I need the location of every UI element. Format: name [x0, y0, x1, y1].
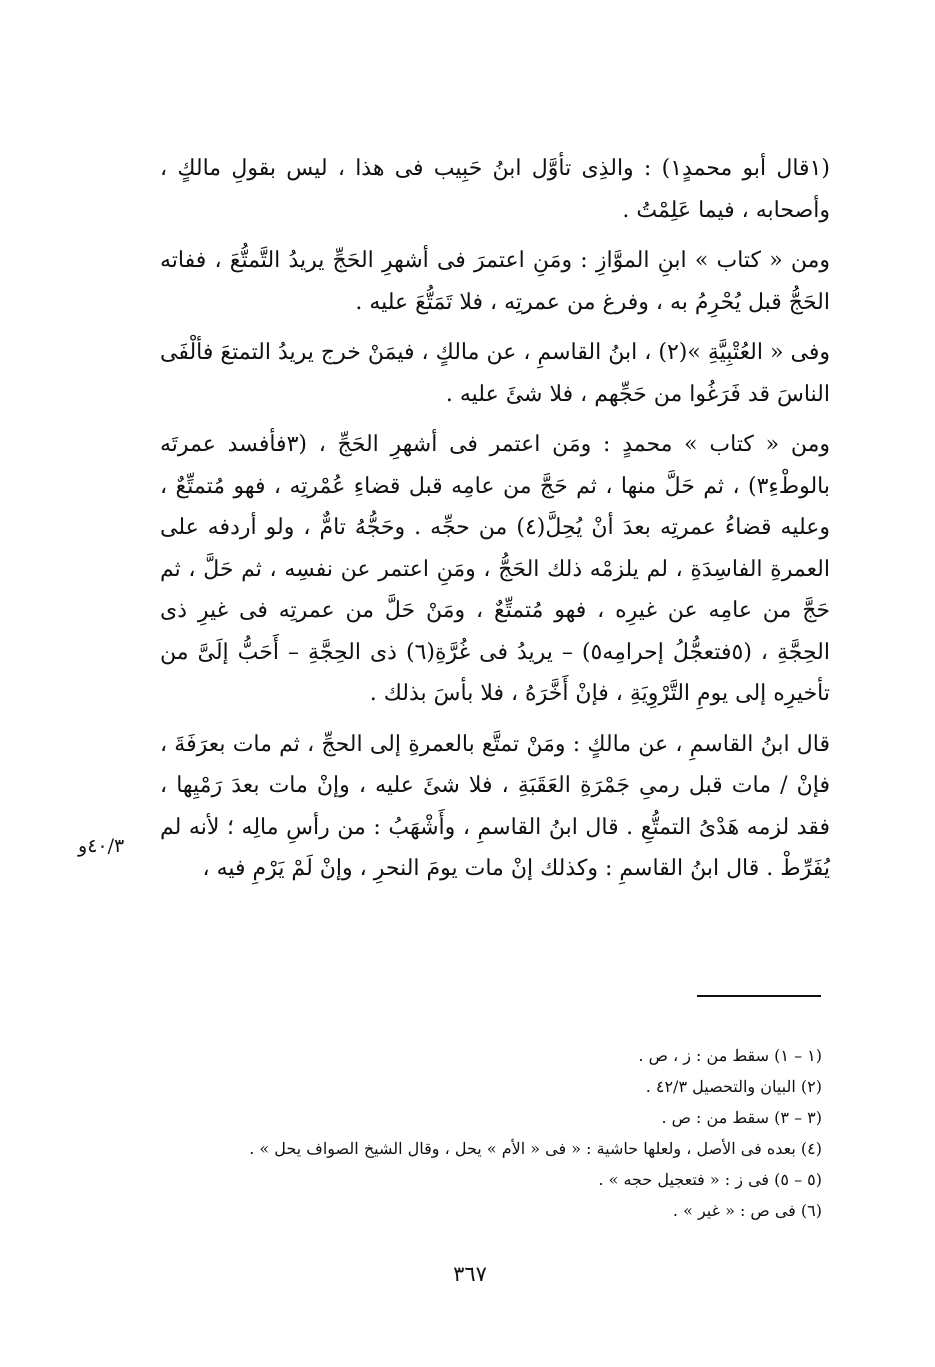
paragraph-2: ومن « كتاب » ابنِ الموَّازِ : ومَنِ اعتمرَ فى أشهرِ الحَجِّ يريدُ التَّمتُّعَ ، ففاته الحَجُّ قبل يُحْرِمُ به ، وفرغ من عمرتِه ، فلا تَمَتُّعَ عليه .: [160, 248, 830, 315]
paragraph-5: قال ابنُ القاسمِ ، عن مالكٍ : ومَنْ تمتَّع بالعمرةِ إلى الحجِّ ، ثم مات بعرَفَةَ ، فإنْ / مات قبل رمىِ جَمْرَةِ العَقَبَةِ ، فلا شئَ عليه ، وإنْ مات بعدَ رَمْيِها ، فقد لزمه هَدْىُ التمتُّعِ . قال ابنُ القاسمِ ، وأَشْهَبُ : من رأسِ مالِه ؛ لأنه لم يُفَرِّطْ . قال ابنُ القاسمِ : وكذلك إنْ مات يومَ النحرِ ، وإنْ لَمْ يَرْمِ فيه ،: [160, 731, 830, 881]
main-text-block: [160, 148, 830, 899]
footnote-3: (٣ – ٣) سقط من : ص .: [661, 1108, 822, 1127]
footnotes: [200, 1040, 822, 1226]
footnote-4: (٤) بعده فى الأصل ، ولعلها حاشية : « فى « الأم » يحل ، وقال الشيخ الصواف يحل » .: [249, 1139, 822, 1158]
paragraph-4: ومن « كتاب » محمدٍ : ومَن اعتمر فى أشهرِ الحَجِّ ، (٣فأفسد عمرتَه بالوطْءِ٣) ، ثم حَلَّ منها ، ثم حَجَّ من عامِه قبل قضاءِ عُمْرتِه ، فهو مُتمتِّعٌ ، وعليه قضاءُ عمرتِه بعدَ أنْ يُحِلَّ(٤) من حجِّه . وحَجُّهُ تامٌّ ، ولو أردفه على العمرةِ الفاسِدَةِ ، لم يلزمْه ذلك الحَجُّ ، ومَنِ اعتمر عن نفسِه ، ثم حَلَّ ، ثم حَجَّ من عامِه عن غيرِه ، فهو مُتمتِّعٌ ، ومَنْ حَلَّ من عمرتِه فى غيرِ ذى الحِجَّةِ ، (٥فتعجُّلُ إحرامِه٥) – يريدُ فى غُرَّةِ(٦) ذى الحِجَّةِ – أَحَبُّ إلَىَّ من تأخيرِه إلى يومِ التَّرْوِيَةِ ، فإنْ أَخَّرَهُ ، فلا بأسَ بذلك .: [160, 432, 831, 706]
paragraph-3: وفى « العُتْبِيَّةِ »(٢) ، ابنُ القاسمِ ، عن مالكٍ ، فيمَنْ خرج يريدُ التمتعَ فألْفَى الناسَ قد فَرَغُوا من حَجِّهم ، فلا شئَ عليه .: [160, 340, 830, 407]
footnote-separator: [697, 995, 821, 997]
footnote-1: (١ – ١) سقط من : ز ، ص .: [638, 1046, 822, 1065]
footnote-5: (٥ – ٥) فى ز : « فتعجيل حجه » .: [598, 1170, 822, 1189]
footnote-6: (٦) فى ص : « غير » .: [672, 1201, 822, 1220]
page-number: ٣٦٧: [453, 1262, 487, 1286]
margin-folio-reference: ٤٠/٣و: [78, 835, 125, 857]
paragraph-1: (١قال أبو محمدٍ١) : والذِى تأوَّل ابنُ حَبِيب فى هذا ، ليس بقولِ مالكٍ ، وأصحابه ، فيما عَلِمْتُ .: [160, 156, 831, 223]
footnote-2: (٢) البيان والتحصيل ٤٢/٣ .: [645, 1077, 822, 1096]
